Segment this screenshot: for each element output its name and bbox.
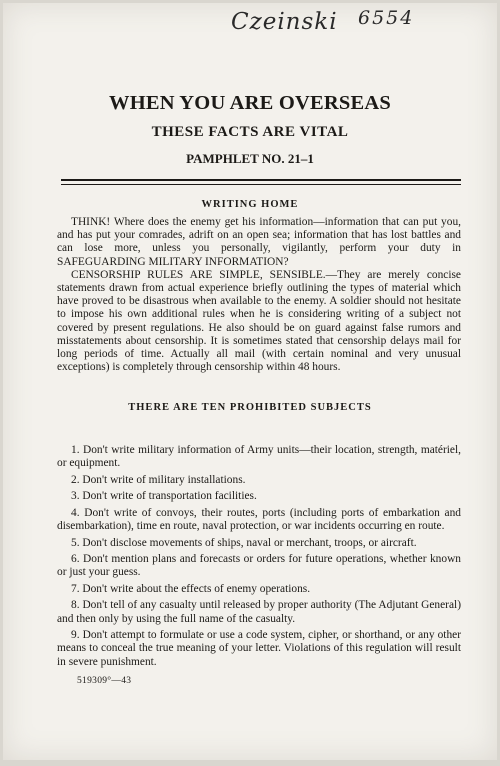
handwritten-number: 6554 [358, 7, 415, 29]
pamphlet-number: PAMPHLET NO. 21–1 [186, 151, 314, 166]
section-heading-writing-home: WRITING HOME [201, 199, 299, 210]
divider-thin [61, 184, 461, 185]
page-subtitle: THESE FACTS ARE VITAL [151, 124, 349, 140]
list-item: 9. Don't attempt to formulate or use a code system, cipher, or shorthand, or any other means to conceal the true meaning of your letter. Violations of this regulation will result in severe punishment. [57, 629, 461, 668]
section-heading-prohibited: THERE ARE TEN PROHIBITED SUBJECTS [128, 402, 372, 413]
print-code: 519309°—43 [77, 676, 132, 686]
handwritten-name: Czeinski [231, 9, 338, 35]
list-item: 3. Don't write of transportation facilities. [71, 490, 257, 503]
list-item: 4. Don't write of convoys, their routes, ports (including ports of embarkation and disembarkation), time en route, naval protection, or war incidents occurring en route. [57, 506, 461, 533]
list-item: 1. Don't write military information of Army units—their location, strength, matériel, or equipment. [57, 444, 461, 470]
writing-home-body [57, 216, 461, 374]
list-item: 2. Don't write of military installations. [71, 473, 246, 486]
prohibited-list [57, 444, 461, 672]
list-item: 6. Don't mention plans and forecasts or orders for future operations, whether known or just your guess. [57, 553, 461, 579]
list-item: 7. Don't write about the effects of enemy operations. [71, 582, 311, 595]
list-item: 5. Don't disclose movements of ships, naval or merchant, troops, or aircraft. [71, 536, 417, 549]
pamphlet-page [3, 3, 497, 760]
paragraph-censorship: CENSORSHIP RULES ARE SIMPLE, SENSIBLE.—They are merely concise statements drawn from actual experience briefly outlining the types of material which have proved to be disastrous when available to the enemy. A soldier should not hesitate to impose his own additional rules when he is considering writing of a subject not covered by present regulations. He also should be on guard against false rumors and misstatements about censorship. It is sometimes stated that censorship delays mail for long periods of time. Actually all mail (with certain nominal and very unusual exceptions) is completely through censorship within 48 hours. [57, 268, 461, 374]
paragraph-think: THINK! Where does the enemy get his information—information that can put you, and has put your comrades, adrift on an open sea; information that has lost battles and can lose more, unless you personally, vigilantly, perform your duty in SAFEGUARDING MILITARY INFORMATION? [57, 216, 461, 268]
page-title: WHEN YOU ARE OVERSEAS [109, 92, 391, 114]
divider-thick [61, 179, 461, 181]
list-item: 8. Don't tell of any casualty until released by proper authority (The Adjutant General) and then only by using the full name of the casualty. [57, 599, 461, 625]
